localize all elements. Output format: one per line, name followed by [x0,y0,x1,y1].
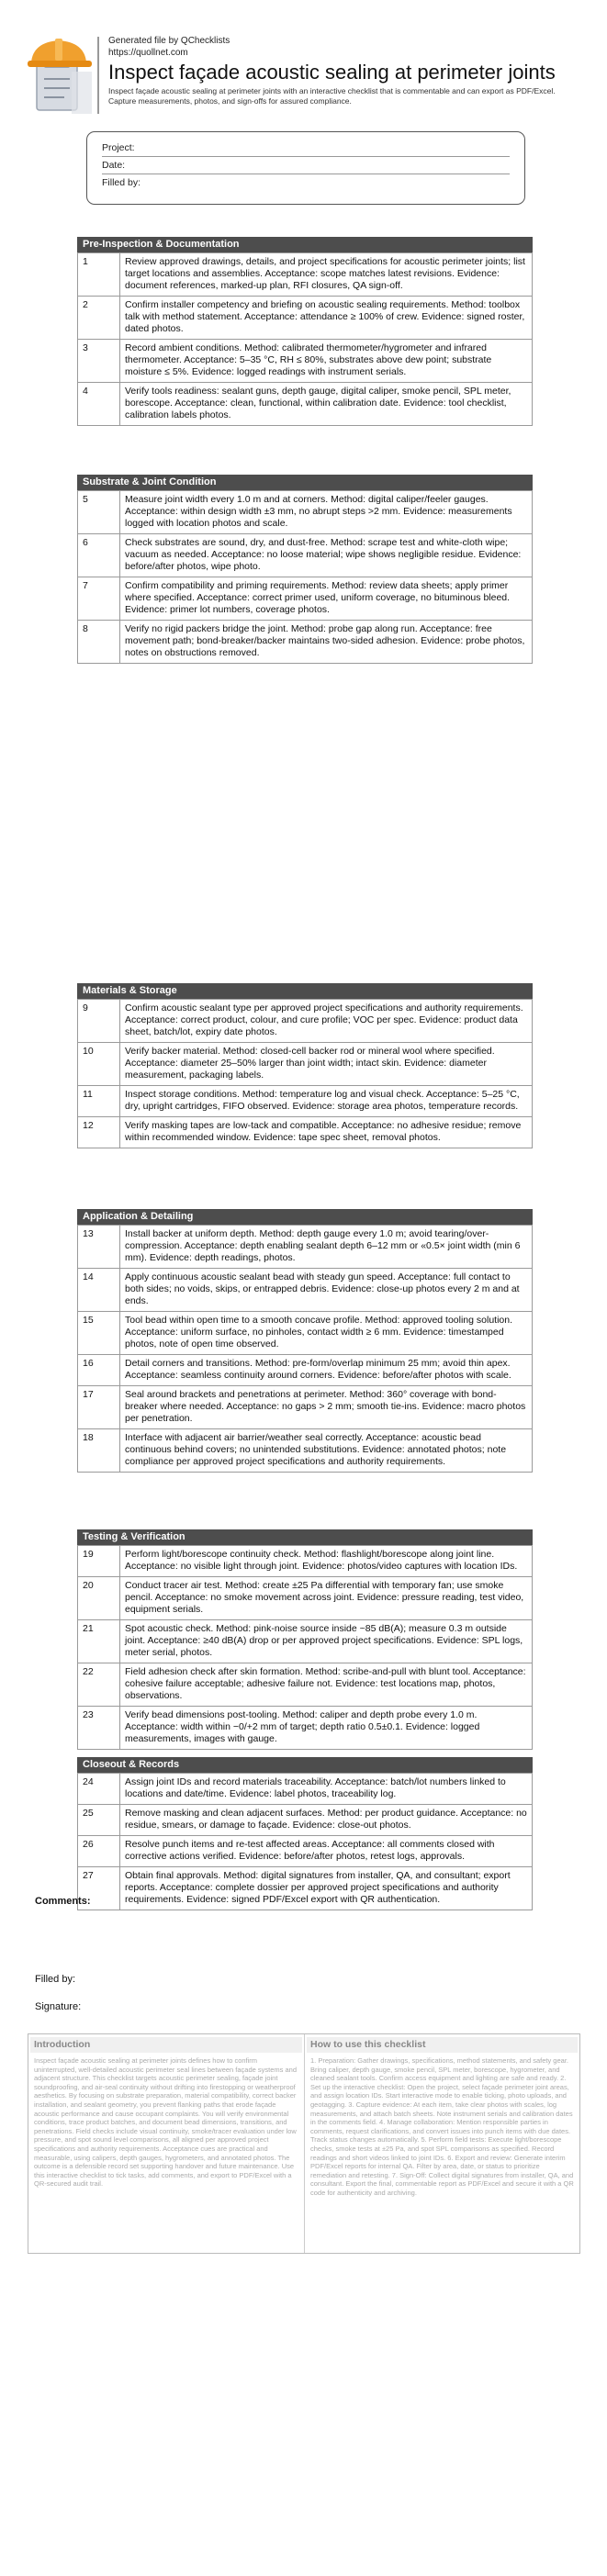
item-number: 27 [78,1867,120,1910]
section-application [77,1209,533,1473]
table-row[interactable] [78,1312,533,1355]
item-number: 16 [78,1355,120,1386]
section-materials [77,983,533,1148]
item-text: Inspect storage conditions. Method: temperature log and visual check. Acceptance: 5–25 °C, dry, upright cartridges, FIFO observed. Evidence: storage area photos, temperature records. [120,1086,533,1117]
howto-text: 1. Preparation: Gather drawings, specifications, method statements, and safety gear. Bring caliper, depth gauge, smoke pencil, SPL meter, borescope, hygrometer, and cleaned sealant tools. Confirm access equipment and lighting are safe and ready. 2. Set up the interactive checklist: Open the project, select façade perimeter joint areas, and assign location IDs. Start interactive mode to enable ticking, photo uploads, and geotagging. 3. Capture evidence: At each item, take clear photos with scales, log measurements, and attach batch sheets. Note instrument serials and calibration dates in the comments field. 4. Manage collaboration: Mention responsible parties in comments, request clarifications, and convert issues into punch items with due dates. Track status changes automatically. 5. Perform field tests: Execute light/borescope checks, smoke tests at ±25 Pa, and spot SPL comparisons as specified. Record readings and short videos linked to joint IDs. 6. Export and review: Generate interim PDF/Excel reports for internal QA. Filter by area, date, or status to prioritize remediation and retesting. 7. Sign-Off: Collect digital signatures from installer, QA, and consultant. Export the final, commentable report as PDF/Excel and secure it with a QR code for authenticity and archiving. [310,2056,574,2197]
table-row[interactable] [78,621,533,664]
item-text: Interface with adjacent air barrier/weather seal correctly. Acceptance: acoustic bead continuous behind covers; no unintended substitutions. Evidence: annotated photos; note compliance per approved project specifications and authority requirements. [120,1429,533,1473]
table-row[interactable] [78,1086,533,1117]
table-row[interactable] [78,1577,533,1620]
section-title: Materials & Storage [77,983,533,999]
item-text: Verify no rigid packers bridge the joint. Method: probe gap along run. Acceptance: free movement path; bond-breaker/backer maintains two-sided adhesion. Evidence: probe photos, notes on obstructions removed. [120,621,533,664]
item-text: Confirm acoustic sealant type per approved project specifications and authority requirements. Acceptance: correct product, colour, and cure profile; VOC per spec. Evidence: product data sheet, batch/lot, expiry date photos. [120,1000,533,1043]
table-row[interactable] [78,1226,533,1269]
item-number: 18 [78,1429,120,1473]
generated-by-text: Generated file by QChecklists [108,36,230,46]
item-number: 22 [78,1663,120,1707]
item-number: 17 [78,1386,120,1429]
item-number: 2 [78,297,120,340]
checklist-table [77,1545,533,1750]
table-row[interactable] [78,1836,533,1867]
item-text: Tool bead within open time to a smooth concave profile. Method: approved tooling solution. Acceptance: uniform surface, no pinholes, contact width ≥ 6 mm. Evidence: timestamped photos, note of open time observed. [120,1312,533,1355]
item-number: 13 [78,1226,120,1269]
item-text: Assign joint IDs and record materials traceability. Acceptance: batch/lot numbers linked to locations and date/time. Evidence: label photos, traceability log. [120,1774,533,1805]
table-row[interactable] [78,297,533,340]
header-divider [97,37,99,114]
table-row[interactable] [78,1620,533,1663]
table-row[interactable] [78,577,533,621]
filled-by-field[interactable]: Filled by: [102,177,141,188]
table-row[interactable] [78,1355,533,1386]
item-number: 25 [78,1805,120,1836]
section-substrate [77,475,533,664]
item-number: 10 [78,1043,120,1086]
item-number: 9 [78,1000,120,1043]
table-row[interactable] [78,1546,533,1577]
document-header [28,35,579,119]
checklist-table [77,1773,533,1910]
item-number: 11 [78,1086,120,1117]
table-row[interactable] [78,1774,533,1805]
table-row[interactable] [78,1386,533,1429]
section-title: Closeout & Records [77,1757,533,1773]
table-row[interactable] [78,253,533,297]
item-text: Check substrates are sound, dry, and dust-free. Method: scrape test and white-cloth wipe; vacuum as needed. Acceptance: no loose material; wipe shows negligible residue. Evidence: before/after photos, wipe photo. [120,534,533,577]
filled-by-label[interactable]: Filled by: [35,1974,76,1985]
item-number: 1 [78,253,120,297]
table-row[interactable] [78,491,533,534]
item-number: 5 [78,491,120,534]
item-text: Detail corners and transitions. Method: pre-form/overlap minimum 25 mm; avoid thin apex. Acceptance: seamless continuity around corners. Evidence: before/after photos with scale. [120,1355,533,1386]
introduction-column [28,2034,304,2253]
item-text: Remove masking and clean adjacent surfaces. Method: per product guidance. Acceptance: no residue, smears, or damage to façade. Evidence: close-out photos. [120,1805,533,1836]
item-number: 26 [78,1836,120,1867]
table-row[interactable] [78,1043,533,1086]
item-text: Review approved drawings, details, and project specifications for acoustic perimeter joints; list target locations and assemblies. Acceptance: scope matches latest revisions. Evidence: document references, marked-up plan, RFI closures, QA sign-off. [120,253,533,297]
item-number: 24 [78,1774,120,1805]
checklist-table [77,252,533,426]
table-row[interactable] [78,340,533,383]
item-number: 20 [78,1577,120,1620]
howto-title: How to use this checklist [307,2037,578,2053]
item-number: 15 [78,1312,120,1355]
section-title: Substrate & Joint Condition [77,475,533,490]
date-field[interactable]: Date: [102,157,510,174]
item-text: Install backer at uniform depth. Method: depth gauge every 1.0 m; avoid tearing/over-compression. Acceptance: depth enabling sealant depth 6–12 mm or «0.5× joint width (min 6 mm). Evidence: depth readings, photos. [120,1226,533,1269]
item-text: Verify masking tapes are low-tack and compatible. Acceptance: no adhesive residue; remove within recommended window. Evidence: tape spec sheet, removal photos. [120,1117,533,1148]
table-row[interactable] [78,1663,533,1707]
item-text: Verify backer material. Method: closed-cell backer rod or mineral wool where specified. Acceptance: diameter 25–50% larger than joint width; intact skin. Evidence: diameter measurement, packaging labels. [120,1043,533,1086]
item-text: Measure joint width every 1.0 m and at corners. Method: digital caliper/feeler gauges. Acceptance: within design width ±3 mm, no abrupt steps >2 mm. Evidence: measurements logged with location photos and scale. [120,491,533,534]
item-number: 7 [78,577,120,621]
introduction-title: Introduction [30,2037,302,2053]
item-number: 21 [78,1620,120,1663]
checklist-table [77,1225,533,1473]
hard-hat-checklist-logo-icon [28,35,94,114]
table-row[interactable] [78,1269,533,1312]
item-number: 3 [78,340,120,383]
item-text: Resolve punch items and re-test affected areas. Acceptance: all comments closed with corrective actions verified. Evidence: before/after photos, retest logs, approvals. [120,1836,533,1867]
project-info-box [86,131,525,205]
item-number: 23 [78,1707,120,1750]
table-row[interactable] [78,383,533,426]
item-number: 19 [78,1546,120,1577]
section-closeout [77,1757,533,1910]
item-text: Apply continuous acoustic sealant bead with steady gun speed. Acceptance: full contact to both sides; no voids, skips, or entrapped debris. Evidence: close-up photos every 2 m and at ends. [120,1269,533,1312]
section-testing [77,1529,533,1750]
item-text: Field adhesion check after skin formation. Method: scribe-and-pull with blunt tool. Acceptance: cohesive failure acceptable; adhesive failure not. Evidence: test locations map, photos, observations. [120,1663,533,1707]
section-title: Pre-Inspection & Documentation [77,237,533,252]
table-row[interactable] [78,1117,533,1148]
item-text: Verify tools readiness: sealant guns, depth gauge, digital caliper, smoke pencil, SPL meter, borescope. Acceptance: clean, functional, within calibration date. Evidence: tool checklist, calibration labels photos. [120,383,533,426]
item-number: 6 [78,534,120,577]
item-text: Spot acoustic check. Method: pink-noise source inside ~85 dB(A); measure 0.3 m outside joint. Acceptance: ≥40 dB(A) drop or per approved project specifications. Evidence: SPL logs, meter serial, photos. [120,1620,533,1663]
item-text: Obtain final approvals. Method: digital signatures from installer, QA, and consultant; export reports. Acceptance: complete dossier per approved project specifications and authority requirements. Evidence: signed PDF/Excel export with QR authentication. [120,1867,533,1910]
table-row[interactable] [78,534,533,577]
howto-column [304,2034,579,2253]
table-row[interactable] [78,1429,533,1473]
signature-label[interactable]: Signature: [35,2001,82,2012]
item-number: 8 [78,621,120,664]
checklist-table [77,490,533,664]
item-text: Conduct tracer air test. Method: create ±25 Pa differential with temporary fan; use smoke pencil. Acceptance: no smoke movement across joint. Evidence: pressure reading, test video, equipment serials. [120,1577,533,1620]
comments-label[interactable]: Comments: [35,1896,91,1907]
source-url[interactable]: https://quollnet.com [108,48,188,58]
section-title: Testing & Verification [77,1529,533,1545]
section-title: Application & Detailing [77,1209,533,1225]
item-text: Seal around brackets and penetrations at perimeter. Method: 360° coverage with bond-breaker where needed. Acceptance: no gaps > 2 mm; smooth tie-ins. Evidence: macro photos per penetration. [120,1386,533,1429]
item-text: Confirm compatibility and priming requirements. Method: review data sheets; apply primer where specified. Acceptance: correct primer used, uniform coverage, no bituminous bleed. Evidence: primer lot numbers, coverage photos. [120,577,533,621]
item-number: 4 [78,383,120,426]
item-text: Confirm installer competency and briefing on acoustic sealing requirements. Method: toolbox talk with method statement. Acceptance: attendance ≥ 100% of crew. Evidence: signed roster, dated photos. [120,297,533,340]
item-text: Record ambient conditions. Method: calibrated thermometer/hygrometer and infrared thermometer. Acceptance: 5–35 °C, RH ≤ 80%, substrates above dew point; substrate moisture ≤ 5%. Evidence: logged readings with instrument serials. [120,340,533,383]
table-row[interactable] [78,1000,533,1043]
item-text: Perform light/borescope continuity check. Method: flashlight/borescope along joint line. Acceptance: no visible light through joint. Evidence: photos/video captures with location IDs. [120,1546,533,1577]
item-text: Verify bead dimensions post-tooling. Method: caliper and depth probe every 1.0 m. Acceptance: width within −0/+2 mm of target; depth ratio 0.5±0.1. Evidence: logged measurements, images with gauge. [120,1707,533,1750]
project-field[interactable]: Project: [102,140,510,157]
page-title: Inspect façade acoustic sealing at perimeter joints [108,61,556,84]
item-number: 14 [78,1269,120,1312]
item-number: 12 [78,1117,120,1148]
table-row[interactable] [78,1805,533,1836]
section-pre-inspection [77,237,533,426]
table-row[interactable] [78,1707,533,1750]
table-row[interactable] [78,1867,533,1910]
intro-panel [28,2033,580,2254]
page-subtitle: Inspect façade acoustic sealing at perimeter joints with an interactive checklist that is commentable and can export as PDF/Excel. Capture measurements, photos, and sign-offs for assured compliance. [108,86,556,106]
introduction-text: Inspect façade acoustic sealing at perimeter joints defines how to confirm uninterrupted, well-detailed acoustic perimeter seal lines between façade systems and adjacent structure. This checklist targets acoustic perimeter sealing, façade joint soundproofing, and air-seal continuity without drifting into firestopping or weatherproof aesthetics. By focusing on substrate preparation, material compatibility, correct backer installation, and sealant geometry, you prevent flanking paths that erode façade acoustic performance and cause occupant complaints. You will verify environmental conditions, trace product batches, and document bead dimensions, transitions, and penetrations. Field checks include visual continuity, smoke/tracer evaluation under low pressure, and spot sound level comparisons, all aligned per approved project specifications and authority requirements. Acceptance cues are practical and measurable, using calipers, depth gauges, hygrometers, and annotated photos. The outcome is a defensible record set supporting handover and future maintenance. Use this interactive checklist to tick tasks, add comments, and export to PDF/Excel with a QR-secured audit trail. [34,2056,297,2189]
checklist-table [77,999,533,1148]
